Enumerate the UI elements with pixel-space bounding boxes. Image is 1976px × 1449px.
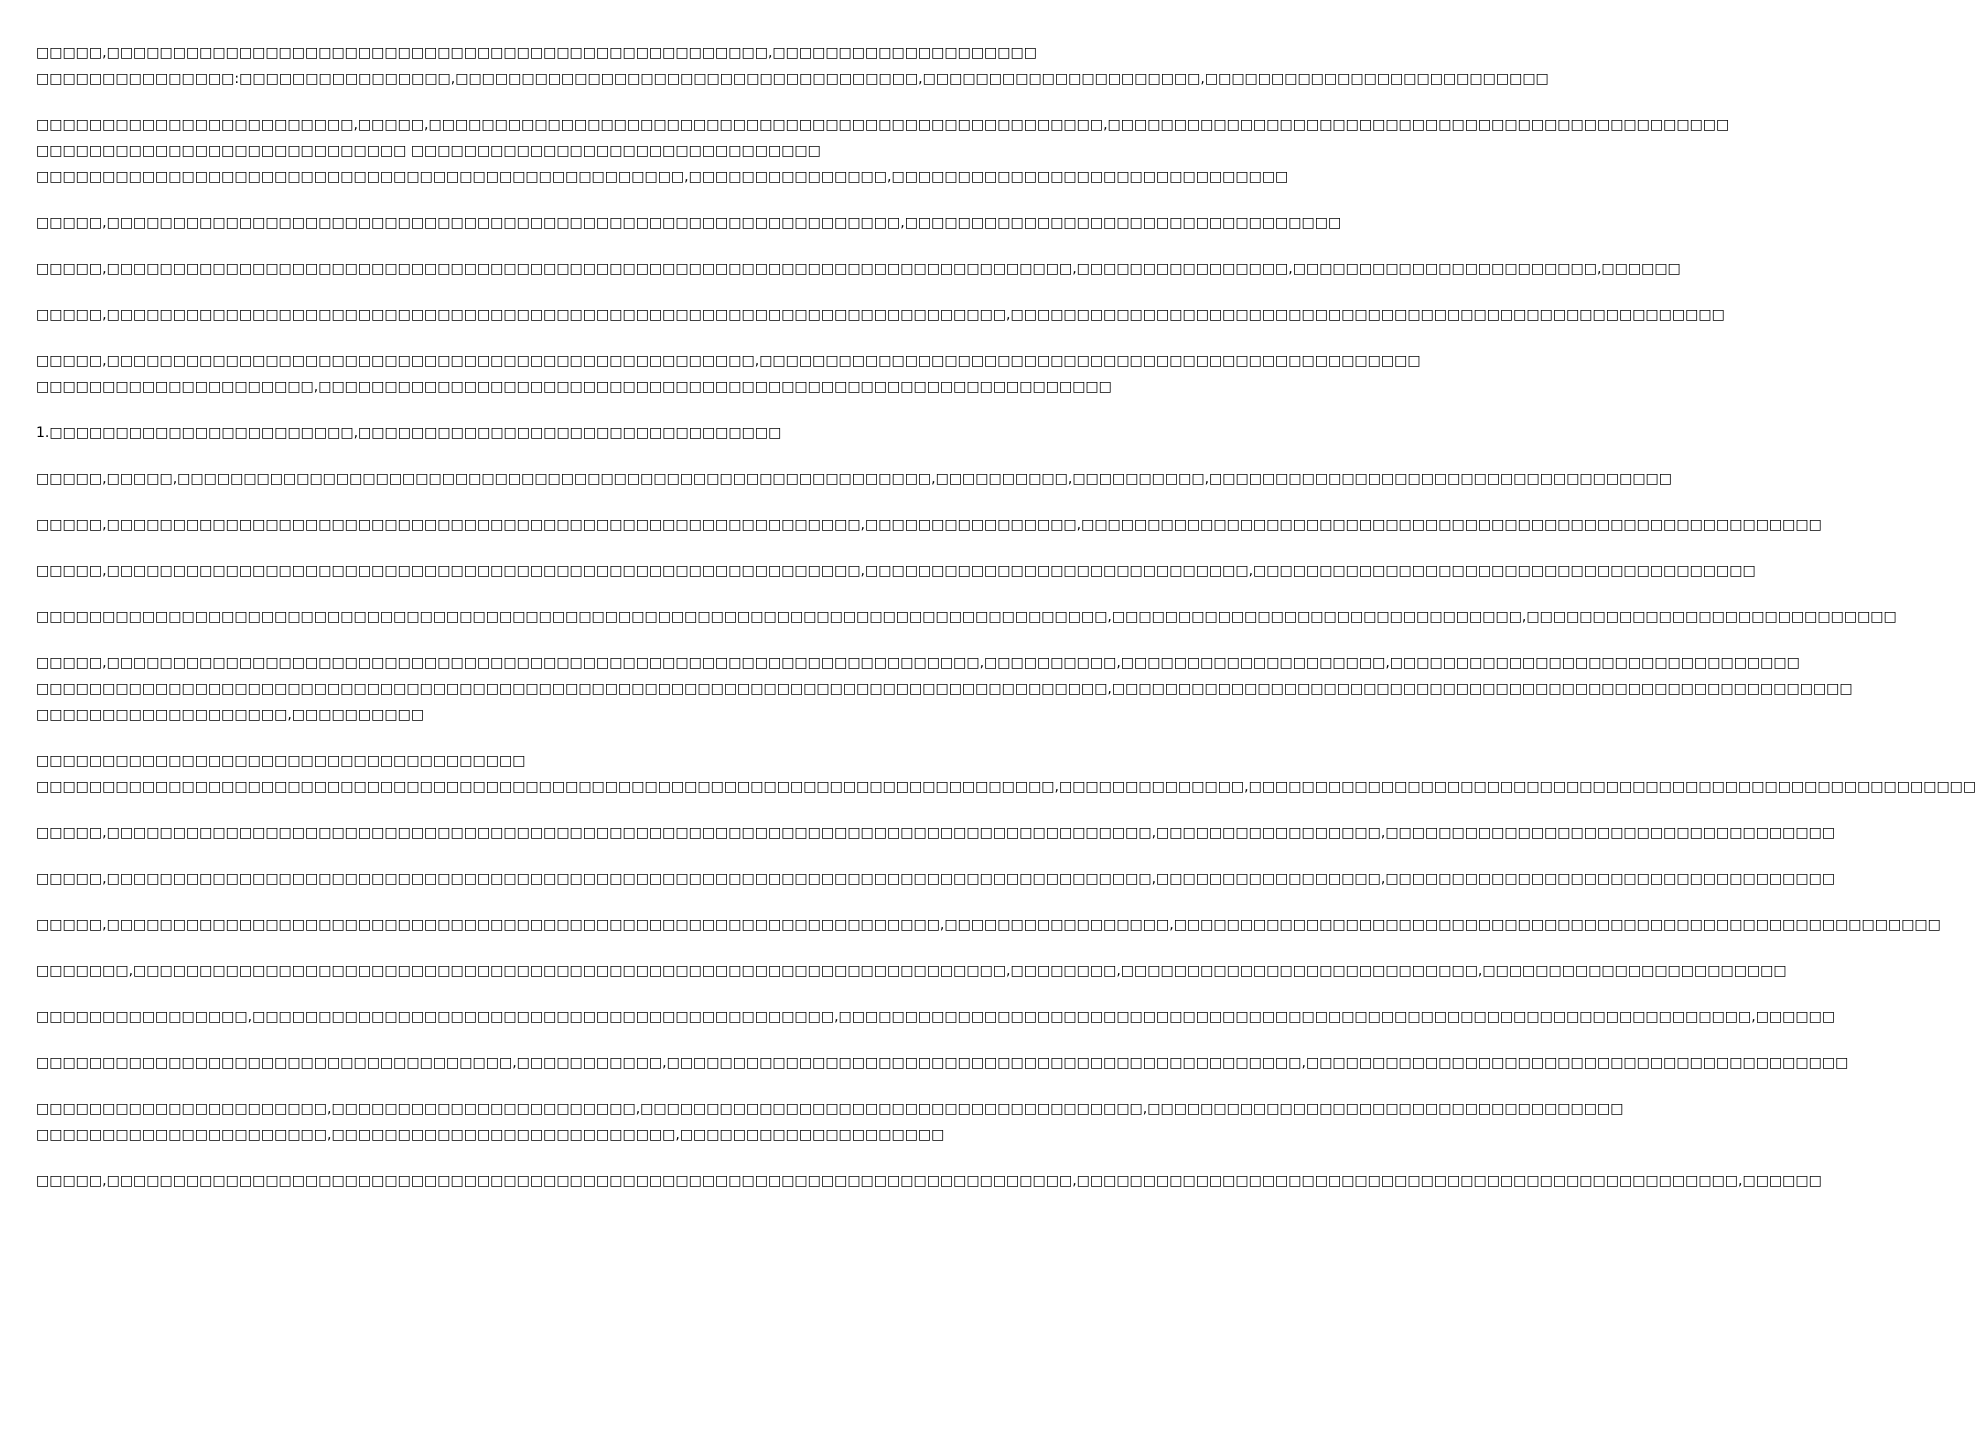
text-line: □□□□□□□□□□□□□□□□□□□□□□□□□□□□□□□□□□□□□□□□□□□□□□□□□□□□□□□□□□□□□□□□□□□□□□□□□□□□□□□□□,□□□□□□□□□□□□□□□□□□□□□□□□□□□□□□□□□□□□□□□□□□□□□□□□□□□□□□□□ xyxy=(36,681,1853,697)
paragraph xyxy=(36,958,1787,984)
text-line: □□□□□□□□□□□□□□□□,□□□□□□□□□□□□□□□□□□□□□□□□□□□□□□□□□□□□□□□□□□□□,□□□□□□□□□□□□□□□□□□□□□□□□□□□□□□□□□□□□□□□□□□□□□□□□□□□□□□□□□□□□□□□□□□□□□,□□□□□□ xyxy=(36,1009,1836,1025)
text-line: □□□□□□□□□□□□□□□□□□□□□□□□□□□□□□□□□□□□,□□□□□□□□□□□,□□□□□□□□□□□□□□□□□□□□□□□□□□□□□□□□□□□□□□□□□□□□□□□□,□□□□□□□□□□□□□□□□□□□□□□□□□□□□□□□□□□□□□□□□□ xyxy=(36,1055,1849,1071)
text-line: □□□□□□□□□□□□□□□□□□□□□□□□,□□□□□,□□□□□□□□□□□□□□□□□□□□□□□□□□□□□□□□□□□□□□□□□□□□□□□□□□□,□□□□□□□□□□□□□□□□□□□□□□□□□□□□□□□□□□□□□□□□□□□□□□□ xyxy=(36,117,1730,133)
text-line: □□□□□□□□□□□□□□□□□□□□□□□□□□□□ □□□□□□□□□□□□□□□□□□□□□□□□□□□□□□□ xyxy=(36,143,821,159)
paragraph xyxy=(36,420,990,446)
text-line: □□□□□□□□□□□□□□□:□□□□□□□□□□□□□□□□,□□□□□□□□□□□□□□□□□□□□□□□□□□□□□□□□□□□,□□□□□□□□□□□□□□□□□□□□□,□□□□□□□□□□□□□□□□□□□□□□□□□□ xyxy=(36,71,1549,87)
paragraph xyxy=(36,1004,1836,1030)
text-line: □□□□□□□□□□□□□□□□□□□□□□,□□□□□□□□□□□□□□□□□□□□□□□,□□□□□□□□□□□□□□□□□□□□□□□□□□□□□□□□□□□□□□,□□□□□□□□□□□□□□□□□□□□□□□□□□□□□□□□□□□□ xyxy=(36,1101,1624,1117)
text-line: □□□□□□□□□□□□□□□□□□□□□,□□□□□□□□□□□□□□□□□□□□□□□□□□□□□□□□□□□□□□□□□□□□□□□□□□□□□□□□□□□□ xyxy=(36,379,1112,395)
paragraph xyxy=(36,512,1822,538)
text-line: □□□□□,□□□□□□□□□□□□□□□□□□□□□□□□□□□□□□□□□□□□□□□□□□□□□□□□□□□□□□□□□□□□□□□□□□□□□□□□□□□□□□□,□□□□□□□□□□□□□□□□□,□□□□□□□□□□□□□□□□□□□□□□□□□□□□□□□□□□ xyxy=(36,871,1836,887)
text-line: □□□□□,□□□□□□□□□□□□□□□□□□□□□□□□□□□□□□□□□□□□□□□□□□□□□□□□□□□□□□□□□□□□□□□□□□,□□□□□□□□□□,□□□□□□□□□□□□□□□□□□□□,□□□□□□□□□□□□□□□□□□□□□□□□□□□□□□□ xyxy=(36,655,1800,671)
paragraph xyxy=(36,912,1941,938)
paragraph xyxy=(36,112,1730,190)
text-line: □□□□□,□□□□□□□□□□□□□□□□□□□□□□□□□□□□□□□□□□□□□□□□□□□□□□□□□□□□□□□□□□□□□□□□□□□□□□□□□□□□□□□,□□□□□□□□□□□□□□□□□,□□□□□□□□□□□□□□□□□□□□□□□□□□□□□□□□□□ xyxy=(36,825,1836,841)
paragraph xyxy=(36,1096,1624,1148)
paragraph xyxy=(36,348,1421,400)
text-line: □□□□□□□□□□□□□□□□□□□□□□□□□□□□□□□□□□□□□□□□□□□□□□□□□□□□□□□□□□□□□□□□□□□□□□□□□□□□□□□□□,□□□□□□□□□□□□□□□□□□□□□□□□□□□□□□□,□□□□□□□□□□□□□□□□□□□□□□□□□□□□ xyxy=(36,609,1897,625)
text-line: □□□□□□□□□□□□□□□□□□□□□□□□□□□□□□□□□□□□□ xyxy=(36,753,526,769)
text-line: □□□□□□□,□□□□□□□□□□□□□□□□□□□□□□□□□□□□□□□□□□□□□□□□□□□□□□□□□□□□□□□□□□□□□□□□□□,□□□□□□□□,□□□□□□□□□□□□□□□□□□□□□□□□□□□,□□□□□□□□□□□□□□□□□□□□□□□ xyxy=(36,963,1787,979)
text-line: □□□□□,□□□□□□□□□□□□□□□□□□□□□□□□□□□□□□□□□□□□□□□□□□□□□□□□□□□□□□□□□□□□□□□□□□□□□□□□□,□□□□□□□□□□□□□□□□,□□□□□□□□□□□□□□□□□□□□□□□,□□□□□□ xyxy=(36,261,1681,277)
paragraph xyxy=(36,1050,1849,1076)
text-line: □□□□□□□□□□□□□□□□□□□□□□,□□□□□□□□□□□□□□□□□□□□□□□□□□,□□□□□□□□□□□□□□□□□□□□ xyxy=(36,1127,945,1143)
text-line: □□□□□□□□□□□□□□□□□□□,□□□□□□□□□□ xyxy=(36,707,425,723)
paragraph xyxy=(36,748,1976,800)
text-line: 1.□□□□□□□□□□□□□□□□□□□□□□□,□□□□□□□□□□□□□□□□□□□□□□□□□□□□□□□□ xyxy=(36,425,782,441)
text-line: □□□□□□□□□□□□□□□□□□□□□□□□□□□□□□□□□□□□□□□□□□□□□□□□□,□□□□□□□□□□□□□□□,□□□□□□□□□□□□□□□□□□□□□□□□□□□□□□ xyxy=(36,169,1289,185)
text-line: □□□□□,□□□□□□□□□□□□□□□□□□□□□□□□□□□□□□□□□□□□□□□□□□□□□□□□□□□□□□□□□□□□□□□□□□□□□□□□□,□□□□□□□□□□□□□□□□□□□□□□□□□□□□□□□□□□□□□□□□□□□□□□□□□□,□□□□□□ xyxy=(36,1173,1822,1189)
paragraph xyxy=(36,820,1836,846)
text-line: □□□□□,□□□□□□□□□□□□□□□□□□□□□□□□□□□□□□□□□□□□□□□□□□□□□□□□□,□□□□□□□□□□□□□□□□□□□□□□□□□□□□□□□□□□□□□□□□□□□□□□□□□□ xyxy=(36,353,1421,369)
paragraph xyxy=(36,650,1853,728)
text-line: □□□□□,□□□□□,□□□□□□□□□□□□□□□□□□□□□□□□□□□□□□□□□□□□□□□□□□□□□□□□□□□□□□□□□,□□□□□□□□□□,□□□□□□□□□□,□□□□□□□□□□□□□□□□□□□□□□□□□□□□□□□□□□□ xyxy=(36,471,1673,487)
paragraph xyxy=(36,466,1673,492)
paragraph xyxy=(36,866,1836,892)
paragraph xyxy=(36,210,1342,236)
text-line: □□□□□,□□□□□□□□□□□□□□□□□□□□□□□□□□□□□□□□□□□□□□□□□□□□□□□□□□□□□□□□□□□□□□□□□□□□,□□□□□□□□□□□□□□□□□□□□□□□□□□□□□□□□□□□□□□□□□□□□□□□□□□□□□□ xyxy=(36,307,1725,323)
text-line: □□□□□□□□□□□□□□□□□□□□□□□□□□□□□□□□□□□□□□□□□□□□□□□□□□□□□□□□□□□□□□□□□□□□□□□□□□□□□,□□□□□□□□□□□□□□,□□□□□□□□□□□□□□□□□□□□□□□□□□□□□□□□□□□□□□□□□□□□□□□□□□□□□□□ xyxy=(36,779,1976,795)
paragraph xyxy=(36,558,1756,584)
paragraph xyxy=(36,256,1681,282)
paragraph xyxy=(36,604,1897,630)
text-line: □□□□□,□□□□□□□□□□□□□□□□□□□□□□□□□□□□□□□□□□□□□□□□□□□□□□□□□□□□□□□□□,□□□□□□□□□□□□□□□□□□□□□□□□□□□□□,□□□□□□□□□□□□□□□□□□□□□□□□□□□□□□□□□□□□□□ xyxy=(36,563,1756,579)
text-line: □□□□□,□□□□□□□□□□□□□□□□□□□□□□□□□□□□□□□□□□□□□□□□□□□□□□□□□□□□□□□□□□□□□□□,□□□□□□□□□□□□□□□□□,□□□□□□□□□□□□□□□□□□□□□□□□□□□□□□□□□□□□□□□□□□□□□□□□□□□□□□□□□□ xyxy=(36,917,1941,933)
text-line: □□□□□,□□□□□□□□□□□□□□□□□□□□□□□□□□□□□□□□□□□□□□□□□□□□□□□□□□,□□□□□□□□□□□□□□□□□□□□ xyxy=(36,45,1037,61)
document-page xyxy=(36,40,1976,1214)
paragraph xyxy=(36,1168,1822,1194)
paragraph xyxy=(36,302,1725,328)
text-line: □□□□□,□□□□□□□□□□□□□□□□□□□□□□□□□□□□□□□□□□□□□□□□□□□□□□□□□□□□□□□□□□□□,□□□□□□□□□□□□□□□□□□□□□□□□□□□□□□□□□ xyxy=(36,215,1342,231)
text-line: □□□□□,□□□□□□□□□□□□□□□□□□□□□□□□□□□□□□□□□□□□□□□□□□□□□□□□□□□□□□□□□,□□□□□□□□□□□□□□□□,□□□□□□□□□□□□□□□□□□□□□□□□□□□□□□□□□□□□□□□□□□□□□□□□□□□□□□□□ xyxy=(36,517,1822,533)
paragraph xyxy=(36,40,1549,92)
